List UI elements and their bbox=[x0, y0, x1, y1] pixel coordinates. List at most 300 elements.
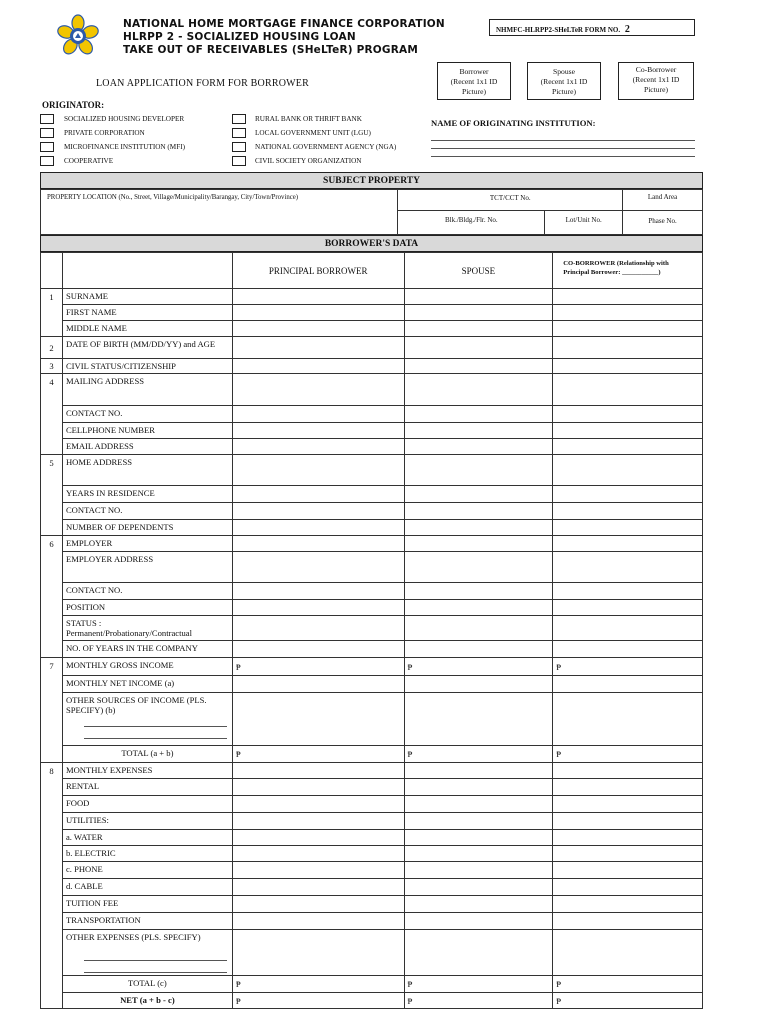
originator-option[interactable] bbox=[40, 154, 185, 168]
row-label bbox=[62, 439, 232, 455]
row-label-text: NET (a + b - c) bbox=[120, 995, 175, 1005]
row-label-text: RENTAL bbox=[65, 781, 100, 791]
photo-label: (Recent 1x1 ID bbox=[450, 77, 498, 86]
principal-input-cell[interactable] bbox=[232, 813, 404, 830]
row-label bbox=[62, 641, 232, 658]
row-label-text: CONTACT NO. bbox=[65, 585, 123, 595]
row-label-text: STATUS : Permanent/Probationary/Contractual bbox=[65, 618, 192, 638]
spouse-input-cell[interactable] bbox=[404, 830, 553, 846]
spouse-input-cell[interactable] bbox=[404, 913, 553, 930]
table-row bbox=[41, 406, 703, 423]
co-borrower-input-cell[interactable] bbox=[553, 846, 703, 862]
principal-input-cell[interactable] bbox=[232, 862, 404, 879]
row-number: 7 bbox=[41, 658, 63, 763]
originator-option[interactable] bbox=[232, 154, 396, 168]
row-label-text: EMPLOYER bbox=[65, 538, 113, 548]
co-borrower-input-cell[interactable] bbox=[553, 830, 703, 846]
lot-label: Lot/Unit No. bbox=[565, 216, 602, 224]
principal-input-cell[interactable] bbox=[232, 455, 404, 486]
originator-option[interactable] bbox=[232, 140, 396, 154]
table-row bbox=[41, 583, 703, 600]
org-name: NATIONAL HOME MORTGAGE FINANCE CORPORATION bbox=[123, 18, 445, 30]
checkbox[interactable] bbox=[232, 128, 246, 138]
row-label-text: MONTHLY EXPENSES bbox=[65, 765, 153, 775]
row-label-text: MAILING ADDRESS bbox=[65, 376, 145, 386]
peso-sign: ₱ bbox=[556, 979, 562, 989]
spouse-input-cell[interactable] bbox=[404, 616, 553, 641]
table-row bbox=[41, 439, 703, 455]
spouse-input-cell[interactable] bbox=[404, 289, 553, 305]
co-borrower-input-cell[interactable] bbox=[553, 600, 703, 616]
checkbox[interactable] bbox=[232, 114, 246, 124]
table-row bbox=[41, 879, 703, 896]
table-row bbox=[41, 796, 703, 813]
row-label-text: EMAIL ADDRESS bbox=[65, 441, 134, 451]
originating-institution-label: NAME OF ORIGINATING INSTITUTION: bbox=[431, 118, 596, 128]
peso-sign: ₱ bbox=[407, 661, 413, 672]
co-borrower-input-cell[interactable] bbox=[553, 439, 703, 455]
co-borrower-input-cell[interactable] bbox=[553, 693, 703, 746]
peso-sign: ₱ bbox=[556, 995, 562, 1006]
co-borrower-input-cell[interactable] bbox=[553, 993, 703, 1009]
co-borrower-input-cell[interactable] bbox=[553, 374, 703, 406]
row-number: 5 bbox=[41, 455, 63, 536]
peso-sign: ₱ bbox=[407, 979, 413, 989]
principal-input-cell[interactable] bbox=[232, 763, 404, 779]
row-label-text: UTILITIES: bbox=[65, 815, 109, 825]
option-label: COOPERATIVE bbox=[64, 157, 114, 165]
principal-input-cell[interactable] bbox=[232, 321, 404, 337]
col-principal-borrower: PRINCIPAL BORROWER bbox=[232, 253, 404, 289]
row-label bbox=[62, 321, 232, 337]
principal-input-cell[interactable] bbox=[232, 423, 404, 439]
principal-input-cell[interactable] bbox=[232, 913, 404, 930]
option-label: SOCIALIZED HOUSING DEVELOPER bbox=[64, 115, 185, 123]
co-borrower-input-cell[interactable] bbox=[553, 913, 703, 930]
table-row bbox=[41, 423, 703, 439]
co-borrower-photo-box bbox=[618, 62, 694, 100]
table-row bbox=[41, 536, 703, 552]
co-borrower-input-cell[interactable] bbox=[553, 879, 703, 896]
row-label-text: OTHER EXPENSES (PLS. SPECIFY) bbox=[65, 932, 201, 942]
co-borrower-input-cell[interactable] bbox=[553, 337, 703, 359]
principal-input-cell[interactable] bbox=[232, 486, 404, 503]
co-borrower-input-cell[interactable] bbox=[553, 486, 703, 503]
property-location-label: PROPERTY LOCATION (No., Street, Village/Municipality/Barangay, City/Town/Province) bbox=[47, 194, 299, 201]
option-label: PRIVATE CORPORATION bbox=[64, 129, 145, 137]
form-number-value: 2 bbox=[624, 24, 630, 35]
originator-label: ORIGINATOR: bbox=[42, 100, 105, 110]
blk-label: Blk./Bldg./Flr. No. bbox=[444, 216, 498, 224]
principal-input-cell[interactable] bbox=[232, 536, 404, 552]
co-borrower-input-cell[interactable] bbox=[553, 976, 703, 993]
spouse-input-cell[interactable] bbox=[404, 796, 553, 813]
table-row bbox=[41, 658, 703, 676]
checkbox[interactable] bbox=[40, 128, 54, 138]
peso-sign: ₱ bbox=[235, 995, 241, 1006]
table-row bbox=[41, 913, 703, 930]
spouse-input-cell[interactable] bbox=[404, 455, 553, 486]
row-label bbox=[62, 913, 232, 930]
table-row bbox=[41, 830, 703, 846]
row-number: 1 bbox=[41, 289, 63, 337]
table-row bbox=[41, 746, 703, 763]
subject-property-table bbox=[40, 189, 703, 235]
row-label-text: CIVIL STATUS/CITIZENSHIP bbox=[65, 361, 176, 371]
peso-sign: ₱ bbox=[556, 749, 562, 759]
originator-right-options bbox=[232, 112, 396, 168]
principal-input-cell[interactable] bbox=[232, 779, 404, 796]
co-borrower-input-cell[interactable] bbox=[553, 423, 703, 439]
originator-option[interactable] bbox=[40, 126, 185, 140]
originator-option[interactable] bbox=[40, 140, 185, 154]
nhmfc-logo bbox=[56, 14, 100, 58]
principal-input-cell[interactable] bbox=[232, 796, 404, 813]
row-label bbox=[62, 879, 232, 896]
table-row bbox=[41, 600, 703, 616]
row-label bbox=[62, 600, 232, 616]
photo-label: (Recent 1x1 ID bbox=[540, 77, 588, 86]
co-borrower-input-cell[interactable] bbox=[553, 763, 703, 779]
principal-input-cell[interactable] bbox=[232, 406, 404, 423]
land-area-label: Land Area bbox=[647, 193, 678, 201]
co-borrower-input-cell[interactable] bbox=[553, 930, 703, 976]
co-borrower-input-cell[interactable] bbox=[553, 552, 703, 583]
originator-option[interactable] bbox=[40, 112, 185, 126]
row-label bbox=[62, 289, 232, 305]
checkbox[interactable] bbox=[232, 156, 246, 166]
table-row bbox=[41, 359, 703, 374]
spouse-input-cell[interactable] bbox=[404, 813, 553, 830]
principal-input-cell[interactable] bbox=[232, 583, 404, 600]
spouse-input-cell[interactable] bbox=[404, 879, 553, 896]
program-line-2: TAKE OUT OF RECEIVABLES (SHeLTeR) PROGRAM bbox=[123, 44, 418, 56]
borrowers-data-body bbox=[41, 289, 703, 1009]
row-label bbox=[62, 359, 232, 374]
row-label-text: NO. OF YEARS IN THE COMPANY bbox=[65, 643, 198, 653]
spouse-input-cell[interactable] bbox=[404, 536, 553, 552]
spouse-input-cell[interactable] bbox=[404, 337, 553, 359]
photo-label: Picture) bbox=[461, 87, 487, 96]
row-label-text: YEARS IN RESIDENCE bbox=[65, 488, 155, 498]
specify-line-1[interactable] bbox=[84, 718, 227, 727]
principal-input-cell[interactable] bbox=[232, 830, 404, 846]
co-borrower-input-cell[interactable] bbox=[553, 583, 703, 600]
co-borrower-input-cell[interactable] bbox=[553, 616, 703, 641]
spouse-input-cell[interactable] bbox=[404, 423, 553, 439]
row-label-text: MONTHLY NET INCOME (a) bbox=[65, 678, 175, 688]
row-label bbox=[62, 658, 232, 676]
row-label bbox=[62, 616, 232, 641]
spouse-input-cell[interactable] bbox=[404, 693, 553, 746]
co-borrower-input-cell[interactable] bbox=[553, 641, 703, 658]
form-title: LOAN APPLICATION FORM FOR BORROWER bbox=[96, 78, 309, 89]
row-label bbox=[62, 676, 232, 693]
co-borrower-input-cell[interactable] bbox=[553, 455, 703, 486]
table-row bbox=[41, 846, 703, 862]
co-borrower-input-cell[interactable] bbox=[553, 779, 703, 796]
specify-line-1[interactable] bbox=[84, 952, 227, 961]
peso-sign: ₱ bbox=[556, 661, 562, 672]
option-label: CIVIL SOCIETY ORGANIZATION bbox=[255, 157, 362, 165]
originator-option[interactable] bbox=[232, 126, 396, 140]
co-borrower-input-cell[interactable] bbox=[553, 520, 703, 536]
co-borrower-input-cell[interactable] bbox=[553, 658, 703, 676]
table-row bbox=[41, 930, 703, 976]
principal-input-cell[interactable] bbox=[232, 976, 404, 993]
co-borrower-input-cell[interactable] bbox=[553, 746, 703, 763]
originator-left-options bbox=[40, 112, 185, 168]
row-label bbox=[62, 746, 232, 763]
photo-label: Spouse bbox=[553, 67, 575, 76]
row-label bbox=[62, 583, 232, 600]
property-location-cell[interactable] bbox=[41, 190, 398, 235]
row-label-text: CELLPHONE NUMBER bbox=[65, 425, 155, 435]
checkbox[interactable] bbox=[40, 156, 54, 166]
checkbox[interactable] bbox=[40, 114, 54, 124]
photo-label: Picture) bbox=[643, 85, 669, 94]
land-area-cell[interactable] bbox=[623, 190, 703, 211]
row-label-text: NUMBER OF DEPENDENTS bbox=[65, 522, 174, 532]
row-label bbox=[62, 374, 232, 406]
table-row bbox=[41, 374, 703, 406]
lot-cell[interactable] bbox=[545, 211, 623, 235]
co-borrower-input-cell[interactable] bbox=[553, 406, 703, 423]
principal-input-cell[interactable] bbox=[232, 374, 404, 406]
row-label bbox=[62, 552, 232, 583]
blk-cell[interactable] bbox=[398, 211, 545, 235]
row-label-text: TOTAL (c) bbox=[128, 978, 167, 988]
row-label bbox=[62, 930, 232, 976]
row-label bbox=[62, 993, 232, 1009]
principal-input-cell[interactable] bbox=[232, 337, 404, 359]
program-line-1: HLRPP 2 - SOCIALIZED HOUSING LOAN bbox=[123, 31, 356, 43]
spouse-input-cell[interactable] bbox=[404, 763, 553, 779]
table-row bbox=[41, 486, 703, 503]
principal-input-cell[interactable] bbox=[232, 503, 404, 520]
row-label bbox=[62, 305, 232, 321]
row-label bbox=[62, 536, 232, 552]
co-borrower-input-cell[interactable] bbox=[553, 321, 703, 337]
row-label bbox=[62, 846, 232, 862]
row-label bbox=[62, 520, 232, 536]
spouse-input-cell[interactable] bbox=[404, 746, 553, 763]
checkbox[interactable] bbox=[40, 142, 54, 152]
form-number-box bbox=[489, 19, 695, 36]
table-row bbox=[41, 305, 703, 321]
row-label-text: d. CABLE bbox=[65, 881, 103, 891]
photo-label: Picture) bbox=[551, 87, 577, 96]
row-label bbox=[62, 503, 232, 520]
spouse-input-cell[interactable] bbox=[404, 486, 553, 503]
spouse-input-cell[interactable] bbox=[404, 305, 553, 321]
row-label bbox=[62, 779, 232, 796]
spouse-input-cell[interactable] bbox=[404, 993, 553, 1009]
phase-cell[interactable] bbox=[623, 211, 703, 235]
option-label: NATIONAL GOVERNMENT AGENCY (NGA) bbox=[255, 143, 397, 151]
co-borrower-input-cell[interactable] bbox=[553, 536, 703, 552]
row-label-text: TRANSPORTATION bbox=[65, 915, 141, 925]
borrower-photo-box bbox=[437, 62, 511, 100]
header-num-cell bbox=[41, 253, 63, 289]
table-row bbox=[41, 455, 703, 486]
principal-input-cell[interactable] bbox=[232, 993, 404, 1009]
principal-input-cell[interactable] bbox=[232, 520, 404, 536]
subject-property-header: SUBJECT PROPERTY bbox=[40, 172, 703, 189]
spouse-input-cell[interactable] bbox=[404, 600, 553, 616]
table-row bbox=[41, 289, 703, 305]
principal-input-cell[interactable] bbox=[232, 641, 404, 658]
spouse-input-cell[interactable] bbox=[404, 896, 553, 913]
originating-institution-field[interactable] bbox=[431, 133, 695, 157]
table-row bbox=[41, 552, 703, 583]
table-row bbox=[41, 693, 703, 746]
principal-input-cell[interactable] bbox=[232, 676, 404, 693]
peso-sign: ₱ bbox=[235, 661, 241, 672]
principal-input-cell[interactable] bbox=[232, 693, 404, 746]
borrowers-data-header: BORROWER'S DATA bbox=[40, 235, 703, 252]
option-label: RURAL BANK OR THRIFT BANK bbox=[255, 115, 362, 123]
co-borrower-input-cell[interactable] bbox=[553, 862, 703, 879]
row-label bbox=[62, 406, 232, 423]
row-label bbox=[62, 693, 232, 746]
table-row bbox=[41, 641, 703, 658]
row-label-text: TUITION FEE bbox=[65, 898, 119, 908]
row-label-text: TOTAL (a + b) bbox=[121, 748, 174, 758]
row-number: 4 bbox=[41, 374, 63, 455]
table-row bbox=[41, 676, 703, 693]
co-borrower-input-cell[interactable] bbox=[553, 796, 703, 813]
principal-input-cell[interactable] bbox=[232, 879, 404, 896]
co-borrower-input-cell[interactable] bbox=[553, 813, 703, 830]
checkbox[interactable] bbox=[232, 142, 246, 152]
principal-input-cell[interactable] bbox=[232, 359, 404, 374]
spouse-input-cell[interactable] bbox=[404, 658, 553, 676]
spouse-input-cell[interactable] bbox=[404, 583, 553, 600]
table-row bbox=[41, 503, 703, 520]
row-label bbox=[62, 896, 232, 913]
principal-input-cell[interactable] bbox=[232, 846, 404, 862]
phase-label: Phase No. bbox=[648, 217, 677, 225]
co-borrower-input-cell[interactable] bbox=[553, 676, 703, 693]
col-spouse: SPOUSE bbox=[404, 253, 553, 289]
spouse-input-cell[interactable] bbox=[404, 520, 553, 536]
row-label-text: SURNAME bbox=[65, 291, 108, 301]
co-borrower-input-cell[interactable] bbox=[553, 896, 703, 913]
co-borrower-input-cell[interactable] bbox=[553, 305, 703, 321]
spouse-input-cell[interactable] bbox=[404, 779, 553, 796]
photo-label: Co-Borrower bbox=[635, 65, 677, 74]
row-number: 3 bbox=[41, 359, 63, 374]
co-borrower-input-cell[interactable] bbox=[553, 289, 703, 305]
tct-cell[interactable] bbox=[398, 190, 623, 211]
row-label-text: EMPLOYER ADDRESS bbox=[65, 554, 154, 564]
row-label bbox=[62, 862, 232, 879]
peso-sign: ₱ bbox=[407, 749, 413, 759]
spouse-input-cell[interactable] bbox=[404, 976, 553, 993]
table-row bbox=[41, 862, 703, 879]
peso-sign: ₱ bbox=[235, 979, 241, 989]
row-number: 6 bbox=[41, 536, 63, 658]
spouse-input-cell[interactable] bbox=[404, 862, 553, 879]
principal-input-cell[interactable] bbox=[232, 930, 404, 976]
spouse-input-cell[interactable] bbox=[404, 439, 553, 455]
row-label bbox=[62, 796, 232, 813]
principal-input-cell[interactable] bbox=[232, 305, 404, 321]
borrowers-data-table bbox=[40, 252, 703, 1009]
table-row bbox=[41, 337, 703, 359]
table-row bbox=[41, 520, 703, 536]
co-borrower-input-cell[interactable] bbox=[553, 359, 703, 374]
spouse-input-cell[interactable] bbox=[404, 641, 553, 658]
row-label-text: DATE OF BIRTH (MM/DD/YY) and AGE bbox=[65, 339, 216, 349]
table-row bbox=[41, 813, 703, 830]
principal-input-cell[interactable] bbox=[232, 289, 404, 305]
row-number: 8 bbox=[41, 763, 63, 1009]
row-label bbox=[62, 423, 232, 439]
principal-input-cell[interactable] bbox=[232, 600, 404, 616]
principal-input-cell[interactable] bbox=[232, 439, 404, 455]
peso-sign: ₱ bbox=[235, 749, 241, 759]
originator-option[interactable] bbox=[232, 112, 396, 126]
row-label-text: a. WATER bbox=[65, 832, 103, 842]
row-label-text: FOOD bbox=[65, 798, 90, 808]
spouse-input-cell[interactable] bbox=[404, 930, 553, 976]
option-label: MICROFINANCE INSTITUTION (MFI) bbox=[64, 143, 185, 151]
principal-input-cell[interactable] bbox=[232, 616, 404, 641]
row-label bbox=[62, 337, 232, 359]
spouse-photo-box bbox=[527, 62, 601, 100]
row-label-text: MIDDLE NAME bbox=[65, 323, 127, 333]
photo-label: Borrower bbox=[459, 67, 489, 76]
spouse-input-cell[interactable] bbox=[404, 503, 553, 520]
row-label bbox=[62, 976, 232, 993]
co-borrower-input-cell[interactable] bbox=[553, 503, 703, 520]
photo-label: (Recent 1x1 ID bbox=[632, 75, 680, 84]
spouse-input-cell[interactable] bbox=[404, 359, 553, 374]
table-row bbox=[41, 763, 703, 779]
specify-line-2[interactable] bbox=[84, 964, 227, 973]
table-row bbox=[41, 616, 703, 641]
spouse-input-cell[interactable] bbox=[404, 321, 553, 337]
row-label-text: HOME ADDRESS bbox=[65, 457, 133, 467]
spouse-input-cell[interactable] bbox=[404, 374, 553, 406]
table-row bbox=[41, 896, 703, 913]
table-row bbox=[41, 976, 703, 993]
table-row bbox=[41, 993, 703, 1009]
spouse-input-cell[interactable] bbox=[404, 676, 553, 693]
row-label bbox=[62, 830, 232, 846]
row-number: 2 bbox=[41, 337, 63, 359]
row-label bbox=[62, 763, 232, 779]
row-label-text: b. ELECTRIC bbox=[65, 848, 116, 858]
spouse-input-cell[interactable] bbox=[404, 846, 553, 862]
principal-input-cell[interactable] bbox=[232, 896, 404, 913]
col-co-borrower: CO-BORROWER (Relationship with Principal Borrower: ___________) bbox=[553, 253, 703, 289]
option-label: LOCAL GOVERNMENT UNIT (LGU) bbox=[255, 129, 371, 137]
row-label bbox=[62, 486, 232, 503]
header-label-cell bbox=[62, 253, 232, 289]
spouse-input-cell[interactable] bbox=[404, 552, 553, 583]
peso-sign: ₱ bbox=[407, 995, 413, 1006]
spouse-input-cell[interactable] bbox=[404, 406, 553, 423]
row-label bbox=[62, 813, 232, 830]
principal-input-cell[interactable] bbox=[232, 658, 404, 676]
principal-input-cell[interactable] bbox=[232, 552, 404, 583]
row-label-text: MONTHLY GROSS INCOME bbox=[65, 660, 174, 670]
principal-input-cell[interactable] bbox=[232, 746, 404, 763]
specify-line-2[interactable] bbox=[84, 730, 227, 739]
